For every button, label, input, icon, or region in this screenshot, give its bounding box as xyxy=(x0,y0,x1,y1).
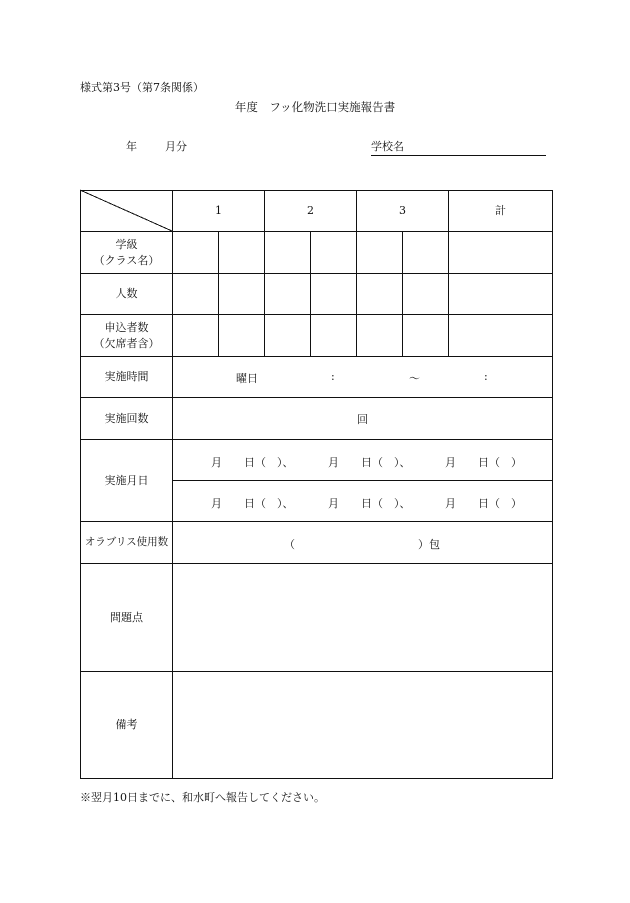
oraprisu-open-paren: （ xyxy=(284,538,295,551)
month-label: 月分 xyxy=(165,140,187,153)
form-number: 様式第3号（第7条関係） xyxy=(80,81,204,94)
school-label: 学校名 xyxy=(371,140,404,153)
row-label-applicants xyxy=(81,315,172,356)
column-header-3: 3 xyxy=(399,204,406,218)
row-label-dates: 実施月日 xyxy=(104,473,149,487)
row-label-class xyxy=(81,232,172,273)
document-title: 年度 フッ化物洗口実施報告書 xyxy=(234,100,396,114)
count-unit: 回 xyxy=(357,413,368,426)
year-label: 年 xyxy=(126,140,137,153)
oraprisu-close-paren: ）包 xyxy=(418,538,440,551)
time-colon-start: : xyxy=(331,370,335,383)
date-row2-entry3: 月 日（ ） xyxy=(445,497,522,510)
row-label-applicants-line1: 申込者数 xyxy=(104,320,149,334)
row-label-problems: 問題点 xyxy=(110,610,143,624)
date-row2-entry2: 月 日（ ）、 xyxy=(328,497,411,510)
date-row1-entry2: 月 日（ ）、 xyxy=(328,456,411,469)
column-header-1: 1 xyxy=(215,204,222,218)
remarks-field[interactable] xyxy=(173,672,552,778)
row-label-class-line1: 学級 xyxy=(115,237,138,251)
row-label-count: 実施回数 xyxy=(104,411,149,425)
row-label-people: 人数 xyxy=(115,287,138,301)
date-row1-entry3: 月 日（ ） xyxy=(445,456,522,469)
row-label-applicants-line2: （欠席者含） xyxy=(93,336,160,350)
column-header-total: 計 xyxy=(495,204,506,218)
row-label-remarks: 備考 xyxy=(115,718,138,732)
date-row1-entry1: 月 日（ ）、 xyxy=(211,456,294,469)
time-tilde: 〜 xyxy=(409,372,420,385)
weekday-label: 曜日 xyxy=(236,372,258,385)
row-label-class-line2: （クラス名） xyxy=(93,253,160,267)
time-colon-end: : xyxy=(484,370,488,383)
problems-field[interactable] xyxy=(173,564,552,671)
date-row2-entry1: 月 日（ ）、 xyxy=(211,497,294,510)
row-label-time: 実施時間 xyxy=(104,370,149,384)
row-label-oraprisu: オラブリス使用数 xyxy=(84,535,169,548)
footer-note: ※翌月10日までに、和水町へ報告してください。 xyxy=(80,791,325,804)
header-diagonal xyxy=(80,190,172,231)
column-header-2: 2 xyxy=(307,204,314,218)
